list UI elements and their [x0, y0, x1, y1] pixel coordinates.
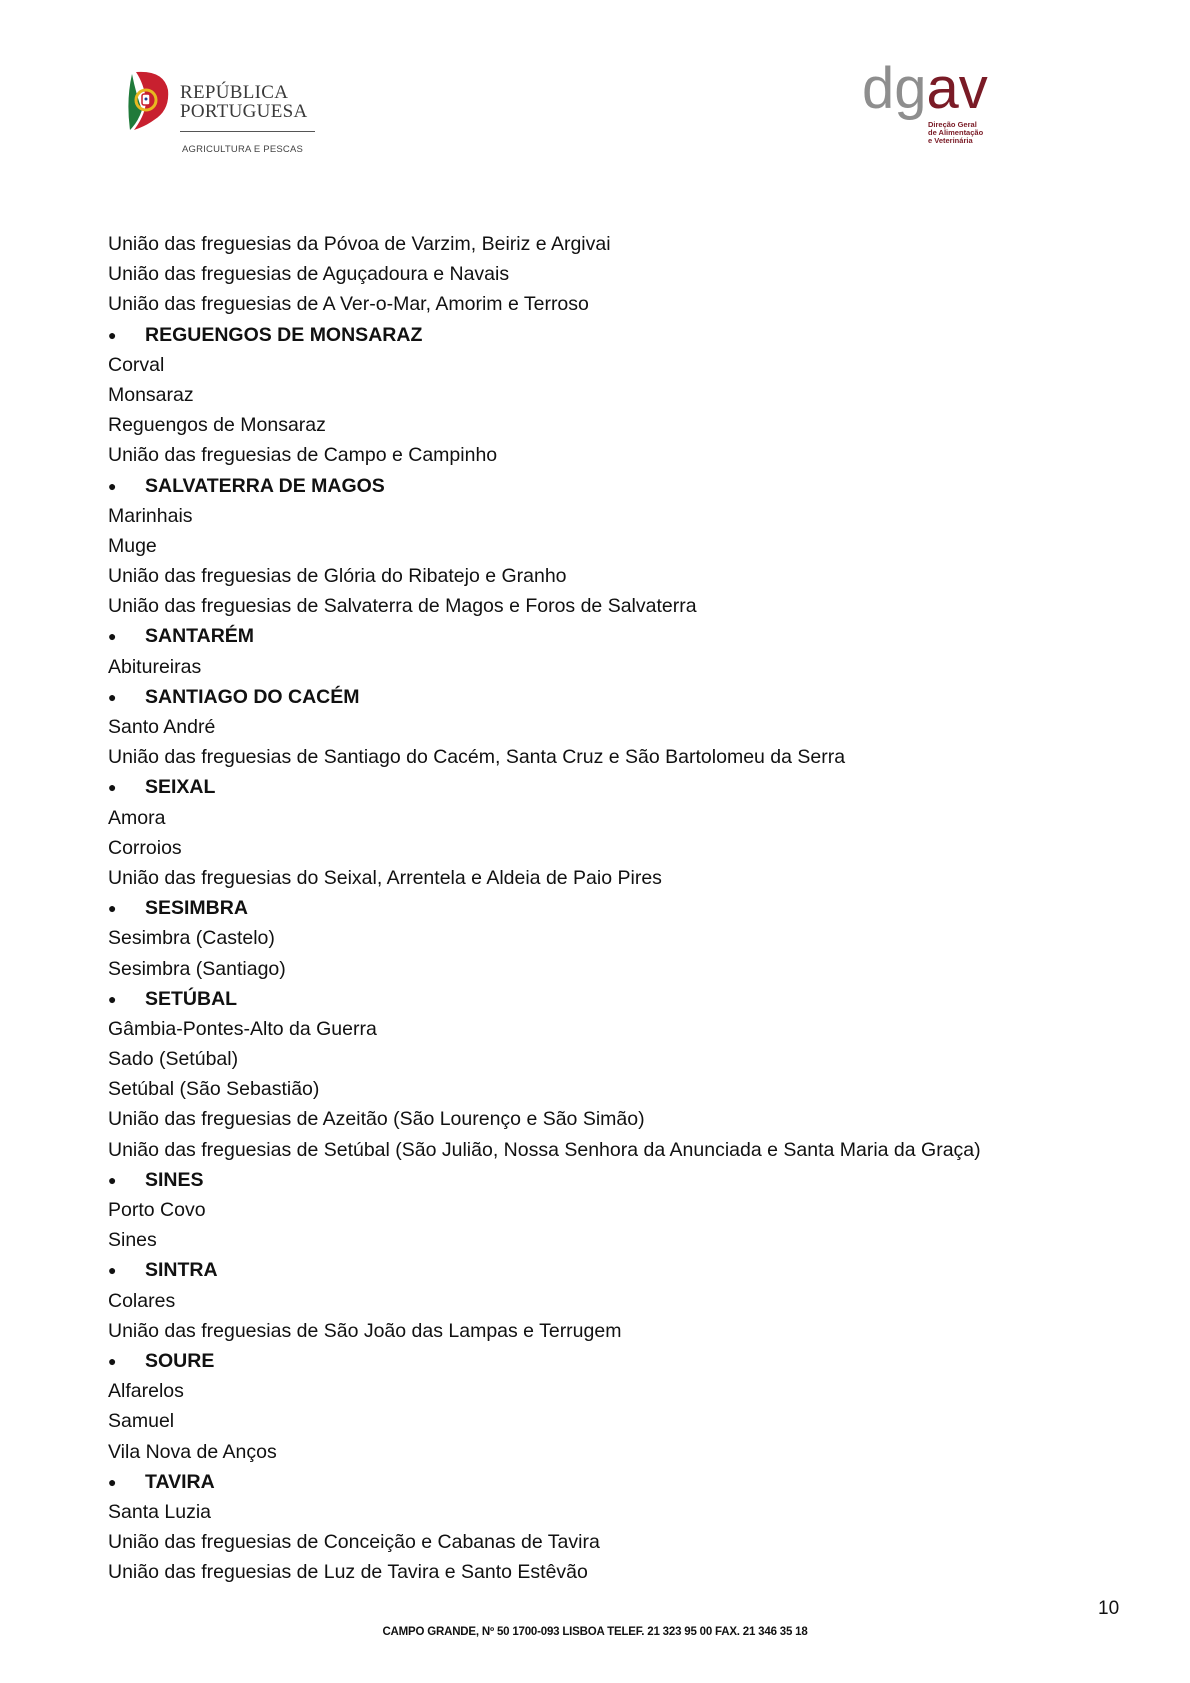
logo-line-2: PORTUGUESA [180, 101, 308, 122]
parish-name: Monsaraz [108, 383, 194, 406]
parish-item [108, 1195, 1108, 1225]
municipality-heading [108, 1165, 1108, 1195]
parish-name: Sado (Setúbal) [108, 1048, 239, 1071]
bullet-icon [108, 320, 145, 350]
parish-name: Muge [108, 534, 157, 557]
bullet-icon [108, 984, 145, 1014]
dgav-caption [928, 121, 983, 145]
municipality-heading [108, 320, 1108, 350]
municipality-name: SANTIAGO DO CACÉM [145, 685, 360, 708]
municipality-heading [108, 1255, 1108, 1285]
municipality-heading [108, 984, 1108, 1014]
municipality-name: TAVIRA [145, 1470, 215, 1493]
parish-item [108, 350, 1108, 380]
parish-item [108, 380, 1108, 410]
republica-portuguesa-logo [124, 70, 324, 160]
parish-item [108, 1074, 1108, 1104]
parish-name: União das freguesias de Campo e Campinho [108, 444, 498, 467]
parish-name: União das freguesias de Azeitão (São Lourenço e São Simão) [108, 1108, 645, 1131]
municipality-heading [108, 772, 1108, 802]
municipality-name: SEIXAL [145, 776, 216, 799]
parish-name: Abitureiras [108, 655, 202, 678]
parish-name: Vila Nova de Anços [108, 1440, 277, 1463]
parish-item [108, 1497, 1108, 1527]
dgav-letters-dg: dg [862, 56, 927, 121]
parish-list [108, 229, 1108, 1587]
municipality-name: SOURE [145, 1349, 215, 1372]
parish-name: União das freguesias de Aguçadoura e Navais [108, 263, 510, 286]
parish-name: União das freguesias da Póvoa de Varzim, Beiriz e Argivai [108, 233, 611, 255]
bullet-icon [108, 1467, 145, 1497]
parish-name: Setúbal (São Sebastião) [108, 1078, 320, 1101]
municipality-heading [108, 682, 1108, 712]
bullet-icon [108, 621, 145, 651]
parish-name: União das freguesias de Setúbal (São Julião, Nossa Senhora da Anunciada e Santa Maria da Graça) [108, 1138, 981, 1161]
parish-name: União das freguesias de Glória do Ribatejo e Granho [108, 565, 567, 588]
parish-item [108, 229, 1108, 259]
dgav-letters-av: av [926, 56, 988, 121]
bullet-icon [108, 682, 145, 712]
municipality-heading [108, 893, 1108, 923]
parish-name: Reguengos de Monsaraz [108, 414, 326, 437]
parish-item [108, 1406, 1108, 1436]
parish-item [108, 1316, 1108, 1346]
parish-item [108, 561, 1108, 591]
parish-name: Alfarelos [108, 1380, 184, 1403]
municipality-name: SINTRA [145, 1259, 218, 1282]
parish-name: Marinhais [108, 504, 193, 527]
parish-name: Sesimbra (Santiago) [108, 957, 286, 980]
republica-portuguesa-wordmark [180, 83, 307, 121]
dgav-caption-line-1: Direção Geral [928, 120, 977, 129]
parish-name: Porto Covo [108, 1199, 206, 1221]
parish-item [108, 1225, 1108, 1255]
bullet-icon [108, 772, 145, 802]
parish-item [108, 440, 1108, 470]
parish-name: União das freguesias de São João das Lampas e Terrugem [108, 1319, 622, 1342]
parish-item [108, 1104, 1108, 1134]
parish-item [108, 803, 1108, 833]
parish-name: Gâmbia-Pontes-Alto da Guerra [108, 1017, 377, 1040]
parish-item [108, 531, 1108, 561]
bullet-icon [108, 471, 145, 501]
parish-item [108, 591, 1108, 621]
parish-item [108, 863, 1108, 893]
parish-name: Sesimbra (Castelo) [108, 927, 275, 950]
bullet-icon [108, 1255, 145, 1285]
parish-item [108, 501, 1108, 531]
municipality-name: SESIMBRA [145, 897, 248, 920]
parish-name: Santo André [108, 716, 216, 738]
parish-item [108, 833, 1108, 863]
logo-line-1: REPÚBLICA [180, 82, 289, 103]
municipality-name: SETÚBAL [145, 987, 238, 1010]
dgav-logo [862, 56, 1002, 156]
parish-name: Corroios [108, 836, 182, 859]
parish-name: União das freguesias de Luz de Tavira e Santo Estêvão [108, 1561, 588, 1584]
portugal-flag-emblem-icon [124, 70, 170, 132]
dgav-caption-line-2: de Alimentação [928, 128, 984, 137]
municipality-heading [108, 1467, 1108, 1497]
municipality-heading [108, 1346, 1108, 1376]
parish-item [108, 954, 1108, 984]
footer-address: CAMPO GRANDE, Nº 50 1700-093 LISBOA TELEF. 21 323 95 00 FAX. 21 346 35 18 [382, 1626, 808, 1638]
parish-item [108, 1135, 1108, 1165]
bullet-icon [108, 893, 145, 923]
parish-item [108, 712, 1108, 742]
parish-item [108, 259, 1108, 289]
parish-name: Santa Luzia [108, 1500, 211, 1523]
ministry-label: AGRICULTURA E PESCAS [182, 144, 304, 155]
municipality-heading [108, 471, 1108, 501]
parish-item [108, 289, 1108, 319]
parish-item [108, 742, 1108, 772]
parish-item [108, 1557, 1108, 1587]
parish-name: União das freguesias do Seixal, Arrentela e Aldeia de Paio Pires [108, 866, 662, 889]
parish-name: Amora [108, 806, 166, 829]
municipality-heading [108, 621, 1108, 651]
parish-name: União das freguesias de Conceição e Cabanas de Tavira [108, 1531, 600, 1554]
parish-item [108, 1044, 1108, 1074]
parish-item [108, 1014, 1108, 1044]
municipality-name: SINES [145, 1168, 204, 1191]
bullet-icon [108, 1165, 145, 1195]
parish-name: União das freguesias de Salvaterra de Magos e Foros de Salvaterra [108, 595, 697, 618]
bullet-icon [108, 1346, 145, 1376]
municipality-name: REGUENGOS DE MONSARAZ [145, 323, 423, 346]
parish-name: Colares [108, 1289, 176, 1312]
parish-name: Sines [108, 1229, 157, 1252]
logo-divider [180, 131, 315, 132]
municipality-name: SANTARÉM [145, 625, 255, 648]
dgav-wordmark [862, 56, 988, 121]
parish-item [108, 1286, 1108, 1316]
parish-item [108, 1437, 1108, 1467]
parish-item [108, 923, 1108, 953]
parish-item [108, 1527, 1108, 1557]
dgav-caption-line-3: e Veterinária [928, 136, 973, 145]
parish-name: Corval [108, 353, 165, 376]
parish-name: União das freguesias de Santiago do Cacém, Santa Cruz e São Bartolomeu da Serra [108, 746, 846, 769]
municipality-name: SALVATERRA DE MAGOS [145, 474, 385, 497]
parish-name: Samuel [108, 1410, 175, 1433]
parish-item [108, 1376, 1108, 1406]
parish-item [108, 410, 1108, 440]
parish-item [108, 652, 1108, 682]
parish-name: União das freguesias de A Ver-o-Mar, Amorim e Terroso [108, 293, 589, 316]
page-number: 10 [1098, 1598, 1120, 1619]
